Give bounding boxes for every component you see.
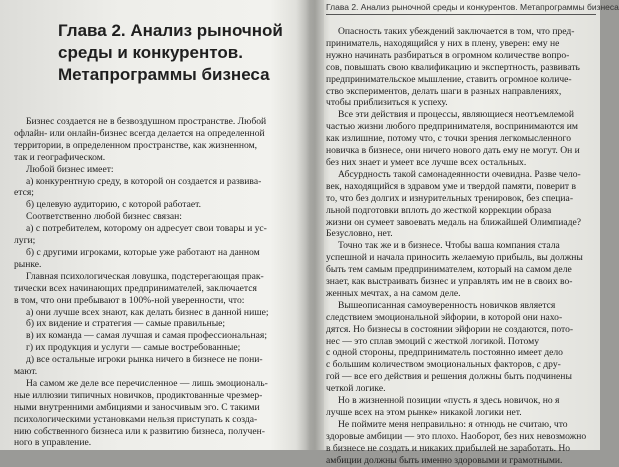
text-line: чтобы приблизиться к успеху. xyxy=(326,97,448,109)
text-line: лучше всех на этом рынке» никакой логики нет. xyxy=(326,407,522,418)
text-line: гой — все его действия и решения должны быть подчинены xyxy=(326,371,572,383)
text-line: г) их продукция и услуги — самые востребованные; xyxy=(26,342,241,354)
text-line: Вышеописанная самоуверенность новичков является xyxy=(338,299,556,311)
right-page-body xyxy=(326,26,600,467)
text-line: следствием эмоциональной эйфории, в которой они нахо- xyxy=(326,311,563,323)
text-line: Безусловно, нет. xyxy=(326,228,393,240)
running-head: Глава 2. Анализ рыночной среды и конкурентов. Метапрограммы бизнеса xyxy=(326,2,596,15)
text-line: то, что без долгих и изнурительных тренировок, без специа- xyxy=(326,192,574,204)
text-line: ного в управление. xyxy=(14,437,92,449)
text-line: Все эти действия и процессы, являющиеся неотъемлемой xyxy=(338,109,574,121)
text-line: как излишние, потому что, с точки зрения легкомысленного xyxy=(326,133,571,145)
text-line: так и географическом. xyxy=(14,151,106,163)
text-line: Любой бизнес имеет: xyxy=(26,163,114,175)
text-line: территории, в определенном пространстве, как жизненном, xyxy=(14,139,258,151)
text-line: ется; xyxy=(14,187,34,199)
text-line: психологическими установками нельзя приступать к созда- xyxy=(14,413,258,425)
text-line: знает, как выстраивать бизнес и управлять им не в своих во- xyxy=(326,276,573,288)
text-line: офлайн- или онлайн-бизнес всегда делается на определенной xyxy=(14,127,265,139)
text-line: Опасность таких убеждений заключается в том, что пред- xyxy=(338,26,575,37)
text-line: б) целевую аудиторию, с которой работает. xyxy=(26,199,202,211)
text-line: мают. xyxy=(14,366,38,378)
text-line: рынке. xyxy=(14,258,42,270)
chapter-title-line: Метапрограммы бизнеса xyxy=(58,65,270,84)
text-line: успешной и начала приносить желаемую прибыль, вы должны xyxy=(326,252,583,264)
text-line: без них знает и умеет все лучше всех остальных. xyxy=(326,156,527,168)
chapter-title-line: Глава 2. Анализ рыночной xyxy=(58,21,283,40)
text-line: женных мечтах, а на самом деле. xyxy=(326,287,461,299)
text-line: Главная психологическая ловушка, подстерегающая прак- xyxy=(26,270,264,282)
text-line: нес — это сплав эмоций с жесткой логикой. Потому xyxy=(326,335,540,347)
text-line: четкой логике. xyxy=(326,383,386,395)
text-line: Бизнес создается не в безвоздушном пространстве. Любой xyxy=(26,116,267,127)
text-line: а) конкурентную среду, в которой он создается и развива- xyxy=(26,175,262,187)
text-line: сов, повышать свою квалификацию и экспертность, развивать xyxy=(326,61,580,73)
text-line: ные иллюзии типичных новичков, продиктованные чрезмер- xyxy=(14,389,263,401)
left-page xyxy=(0,0,305,450)
text-line: а) с потребителем, которому он адресует свои товары и ус- xyxy=(26,223,267,235)
text-line: предпринимательское мышление, ставить огромное количе- xyxy=(326,73,572,85)
text-line: здоровые амбиции — это плохо. Наоборот, без них невозможно xyxy=(326,430,587,442)
text-line: с одной стороны, предприниматель постоянно имеет дело xyxy=(326,347,563,359)
text-line: частью жизни любого предпринимателя, воспринимаются им xyxy=(326,121,578,133)
chapter-title-line: среды и конкурентов. xyxy=(58,43,243,62)
text-line: нужно начинать разбираться в огромном количестве вопро- xyxy=(326,49,570,61)
text-line: Точно так же и в бизнесе. Чтобы ваша компания стала xyxy=(338,240,560,252)
text-line: Но в жизненной позиции «пусть я здесь новичок, но я xyxy=(338,395,560,407)
text-line: а) они лучше всех знают, как делать бизнес в данной нише; xyxy=(26,306,269,318)
text-line: в том, что они пребывают в 100%-ной уверенности, что: xyxy=(14,294,245,306)
left-page-body xyxy=(14,116,296,449)
text-line: льной подготовки вплоть до жесткой коррекции образа xyxy=(326,204,552,216)
text-line: новичка в бизнесе, они ничего нового дать ему не могут. Он и xyxy=(326,145,580,157)
text-line: б) с другими игроками, которые уже работают на данном xyxy=(26,246,260,258)
text-line: На самом же деле все перечисленное — лишь эмоциональ- xyxy=(26,377,268,389)
text-line: д) все остальные игроки рынка ничего в бизнесе не пони- xyxy=(26,354,263,366)
text-line: в) их команда — самая лучшая и самая профессиональная; xyxy=(26,330,267,342)
text-line: Не поймите меня неправильно: я отнюдь не считаю, что xyxy=(338,418,568,430)
text-line: б) их видение и стратегия — самые правильные; xyxy=(26,318,226,330)
text-line: дятся. Но бизнесы в состоянии эйфории не создаются, пото- xyxy=(326,323,574,335)
text-line: нию собственного бизнеса или к развитию бизнеса, получен- xyxy=(14,425,265,437)
text-line: Абсурдность такой самонадеянности очевидна. Разве чело- xyxy=(338,168,581,180)
text-line: амбиции должны быть именно здоровыми и грамотными. xyxy=(326,454,563,466)
text-line: Соответственно любой бизнес связан: xyxy=(26,211,182,223)
text-line: быть тем самым предпринимателем, который на самом деле xyxy=(326,264,572,276)
text-line: луги; xyxy=(14,235,36,247)
text-line: тически всех начинающих предпринимателей, заключается xyxy=(14,282,257,294)
text-line: приниматель, находящийся у них в плену, уверен: ему не xyxy=(326,37,560,49)
text-line: жизни он сумеет завоевать медаль на ближайшей Олимпиаде? xyxy=(326,216,581,228)
chapter-title xyxy=(58,20,298,86)
right-page xyxy=(318,0,619,466)
text-line: ство экспериментов, делать шаги в разных направлениях, xyxy=(326,85,562,97)
text-line: век, находящийся в здравом уме и твердой памяти, поверит в xyxy=(326,180,577,192)
text-line: ными внутренними амбициями и заносчивым эго. С такими xyxy=(14,401,260,413)
text-line: в бизнесе не создать и никаких прибылей не заработать. Но xyxy=(326,442,571,454)
text-line: с большим количеством эмоциональных факторов, с дру- xyxy=(326,359,561,371)
